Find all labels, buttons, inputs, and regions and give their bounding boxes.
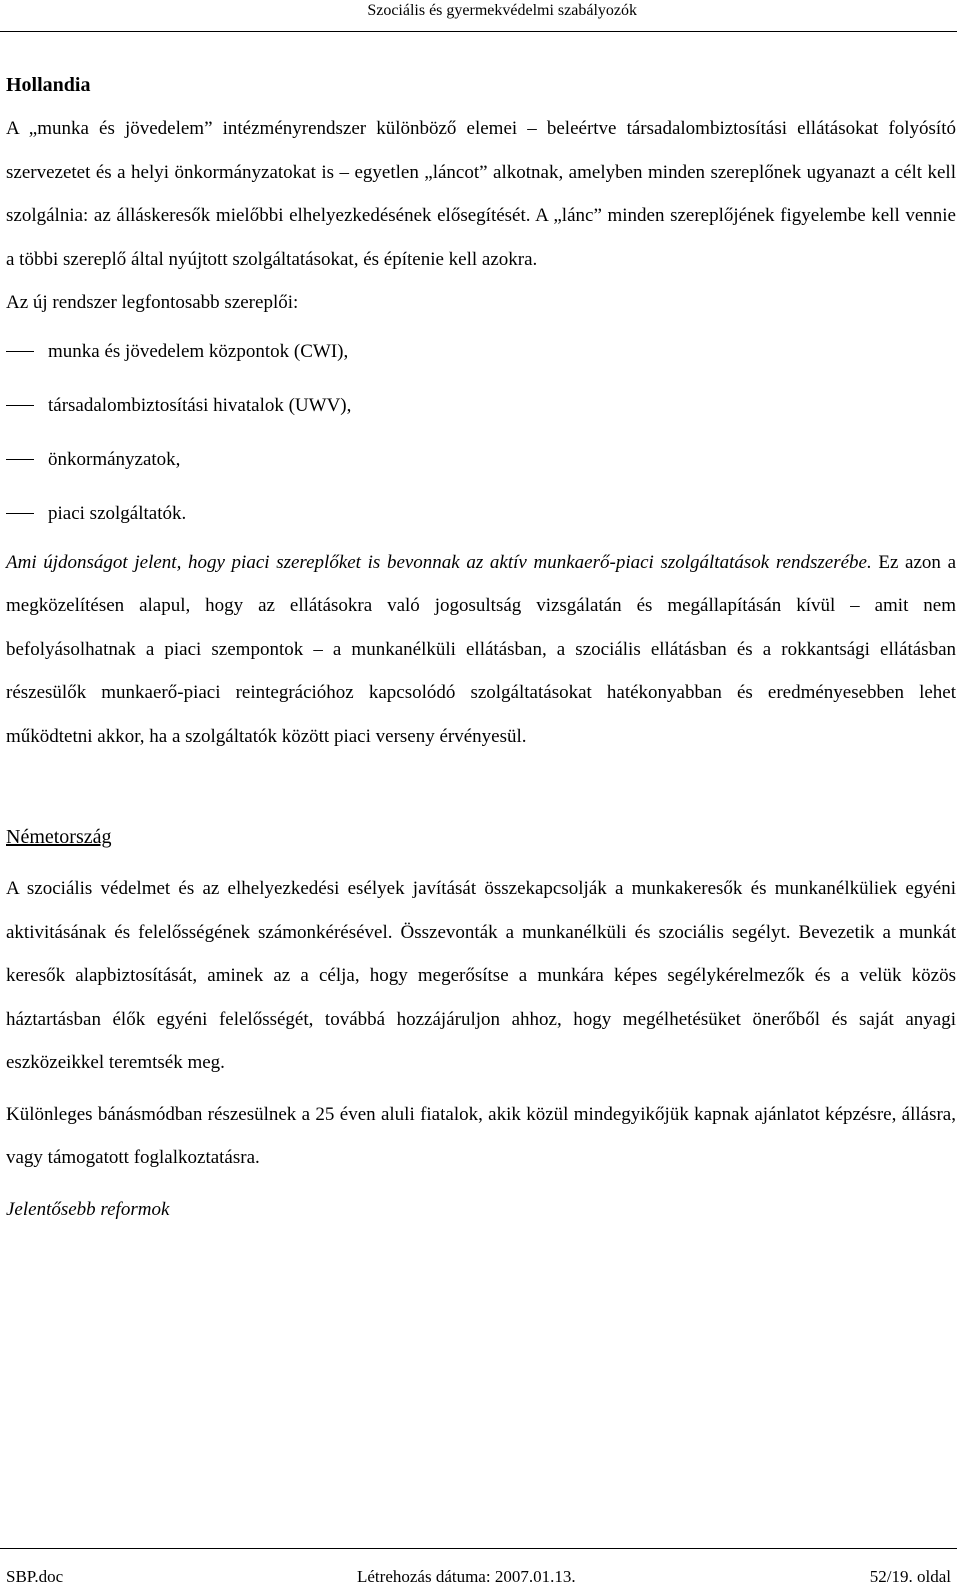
- closing-text: Ez azon a megközelítésen alapul, hogy az ellátásokra való jogosultság vizsgálatán és megállapításán kívül – amit nem befolyásolhatnak a piaci szempontok – a munkanélküli ellátásban, a szociális ellátásban és a rokkantsági ellátásban részesülők munkaerő-piaci reintegrációhoz kapcsolódó szolgáltatásokat hatékonyabban és eredményesebben lehet működtetni akkor, ha a szolgáltatók között piaci verseny érvényesül.: [6, 551, 956, 747]
- list-item: piaci szolgáltatók.: [6, 487, 956, 541]
- dash-bullet-icon: [6, 513, 34, 514]
- italic-emphasis: Ami újdonságot jelent, hogy piaci szereplőket is bevonnak az aktív munkaerő-piaci szolgáltatások rendszerébe.: [6, 551, 872, 573]
- document-title: Szociális és gyermekvédelmi szabályozók: [367, 2, 637, 19]
- paragraph-hollandia-closing: [6, 541, 956, 759]
- actors-list: [6, 325, 956, 541]
- list-item: munka és jövedelem központok (CWI),: [6, 325, 956, 379]
- footer-page-number: 52/19. oldal: [869, 1567, 951, 1586]
- section-title-nemetorszag: Németország: [6, 826, 112, 848]
- dash-bullet-icon: [6, 459, 34, 460]
- list-item: önkormányzatok,: [6, 433, 956, 487]
- running-header: [0, 0, 957, 32]
- page-footer: [0, 1548, 957, 1589]
- section-title-hollandia: Hollandia: [6, 74, 91, 96]
- dash-bullet-icon: [6, 405, 34, 406]
- dash-bullet-icon: [6, 351, 34, 352]
- document-body: [6, 64, 956, 1231]
- paragraph-list-intro: Az új rendszer legfontosabb szereplői:: [6, 292, 299, 313]
- footer-file-name: SBP.doc: [6, 1567, 64, 1586]
- list-item: társadalombiztosítási hivatalok (UWV),: [6, 379, 956, 433]
- subheading-reforms: Jelentősebb reformok: [6, 1198, 170, 1220]
- paragraph-hollandia-intro: A „munka és jövedelem” intézményrendszer különböző elemei – beleértve társadalombiztosítási ellátásokat folyósító szervezetet és a helyi önkormányzatokat is – egyetlen „láncot” alkotnak, amelyben minden szereplőnek ugyanazt a célt kell szolgálnia: az álláskeresők mielőbbi elhelyezkedésének elősegítését. A „lánc” minden szereplőjének figyelembe kell vennie a többi szereplő által nyújtott szolgáltatásokat, és építenie kell azokra.: [6, 118, 956, 270]
- paragraph-nemetorszag-1: A szociális védelmet és az elhelyezkedési esélyek javítását összekapcsolják a munkakeresők és munkanélküliek egyéni aktivitásának és felelősségének számonkérésével. Összevonták a munkanélküli és szociális segélyt. Bevezetik a munkát keresők alapbiztosítását, aminek az a célja, hogy megerősítse a munkára képes segélykérelmezők és a velük közös háztartásban élők egyéni felelősségét, továbbá hozzájáruljon ahhoz, hogy megélhetésüket önerőből és saját anyagi eszközeikkel teremtsék meg.: [6, 878, 956, 1073]
- paragraph-nemetorszag-2: Különleges bánásmódban részesülnek a 25 éven aluli fiatalok, akik közül mindegyikőjük kapnak ajánlatot képzésre, állásra, vagy támogatott foglalkoztatásra.: [6, 1103, 956, 1168]
- footer-created-date: Létrehozás dátuma: 2007.01.13.: [357, 1567, 576, 1586]
